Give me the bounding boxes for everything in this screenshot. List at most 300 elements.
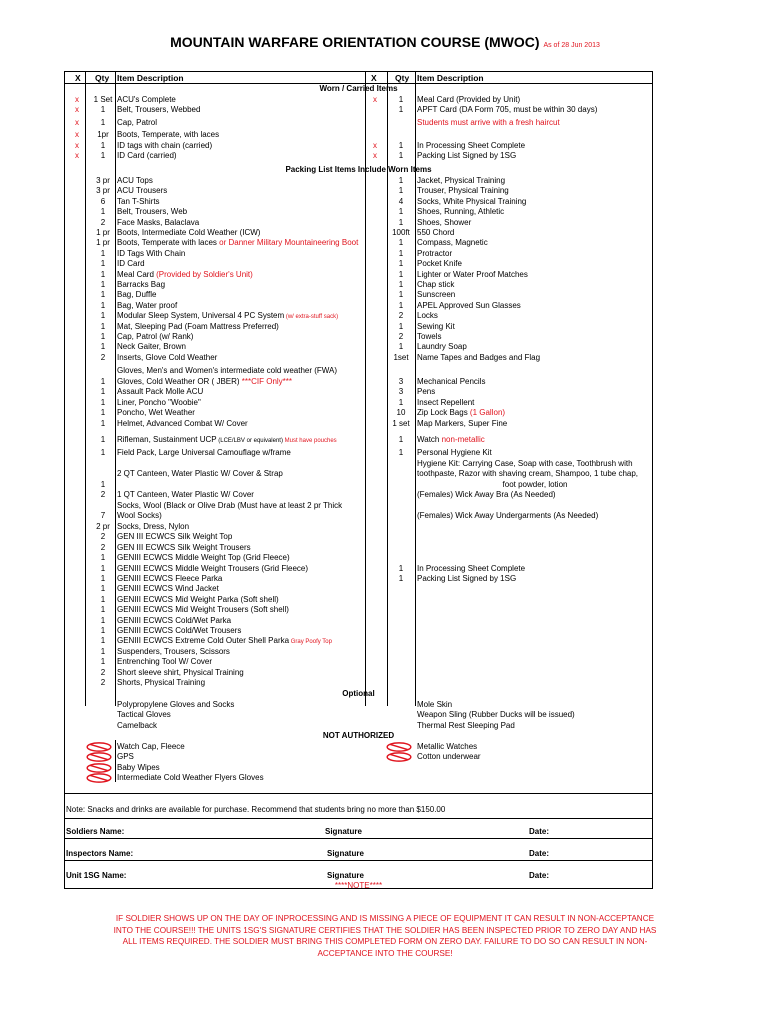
item-desc: GENIII ECWCS Wind Jacket xyxy=(117,584,219,594)
list-item xyxy=(65,130,652,140)
item-desc: ACU Tops xyxy=(117,176,153,185)
item-desc: 550 Chord xyxy=(417,228,455,237)
item-qty: 1 xyxy=(398,186,404,196)
x-mark: x xyxy=(75,140,79,150)
item-desc: Socks, Wool (Black or Olive Drab (Must have at least 2 pr Thick xyxy=(117,501,343,510)
hygiene-detail-text: foot powder, lotion xyxy=(502,479,568,489)
date-field: Date: xyxy=(529,849,550,858)
footer-line: ALL ITEMS REQUIRED. THE SOLDIER MUST BRING THIS COMPLETED FORM ON ZERO DAY. FAILURE TO DO SO CAN RESULT IN NON- xyxy=(122,937,648,946)
no-symbol-icon xyxy=(85,752,113,762)
list-item xyxy=(65,710,652,720)
item-qty: 1 xyxy=(398,290,404,300)
item-desc: Lighter or Water Proof Matches xyxy=(417,269,528,279)
list-item xyxy=(65,636,652,646)
item-qty: 6 xyxy=(100,196,106,206)
signature-field: Signature xyxy=(325,827,362,836)
item-desc: Packing List Signed by 1SG xyxy=(417,574,517,583)
item-qty: 1 xyxy=(100,397,106,407)
table-header xyxy=(65,72,652,84)
divider xyxy=(65,860,652,861)
list-item xyxy=(65,564,652,574)
no-symbol-icon xyxy=(385,742,413,752)
item-desc: APFT Card (DA Form 705, must be within 30 days) xyxy=(417,105,598,115)
item-qty: 1 xyxy=(398,342,404,352)
item-desc: Cap, Patrol xyxy=(117,117,158,127)
list-item xyxy=(65,448,652,458)
list-item xyxy=(65,408,652,418)
item-qty: 1 xyxy=(398,321,404,331)
item-desc-note: (Provided by Soldier's Unit) xyxy=(153,269,253,279)
list-item xyxy=(65,332,652,342)
header-qty-left: Qty xyxy=(95,73,110,83)
item-desc: GENIII ECWCS Mid Weight Parka (Soft shell) xyxy=(117,594,279,604)
item-qty: 1 pr xyxy=(96,228,110,237)
item-qty: 1 xyxy=(100,626,106,635)
item-desc-note: non-metallic xyxy=(439,435,485,444)
section-worn: Worn / Carried Items xyxy=(319,84,398,93)
item-desc: Inserts, Glove Cold Weather xyxy=(117,352,218,362)
item-qty: 1 xyxy=(100,594,106,604)
hygiene-detail-text: Hygiene Kit: Carrying Case, Soap with case, Toothbrush with xyxy=(417,459,633,468)
item-desc: Trouser, Physical Training xyxy=(417,186,509,196)
item-desc: ID Tags With Chain xyxy=(117,248,186,258)
list-item xyxy=(65,532,652,542)
list-item xyxy=(65,342,652,352)
item-desc: Field Pack, Large Universal Camouflage w/frame xyxy=(117,448,291,457)
item-qty: 1 xyxy=(100,259,106,269)
title-text: MOUNTAIN WARFARE ORIENTATION COURSE (MWOC) xyxy=(170,34,540,50)
item-desc: Protractor xyxy=(417,248,453,258)
list-item xyxy=(65,626,652,636)
item-qty: 4 xyxy=(398,196,404,206)
item-qty: 1 xyxy=(398,269,404,279)
item-desc: GENIII ECWCS Cold/Wet Parka xyxy=(117,615,232,625)
hygiene-detail-text: toothpaste, Razor with shaving cream, Shampoo, 1 tube chap, xyxy=(417,469,639,479)
item-qty: 1 xyxy=(100,615,106,625)
item-qty: 1 xyxy=(100,480,106,489)
item-qty: 1 xyxy=(100,387,106,397)
item-desc: Belt, Trousers, Webbed xyxy=(117,105,201,115)
item-desc: Suspenders, Trousers, Scissors xyxy=(117,646,230,656)
divider xyxy=(65,838,652,839)
item-desc: Pens xyxy=(417,387,436,397)
item-desc: Baby Wipes xyxy=(117,762,160,772)
item-desc-note: ***CIF Only*** xyxy=(239,377,293,386)
header-x-right: X xyxy=(371,73,377,83)
x-mark: x xyxy=(373,151,377,160)
hygiene-detail xyxy=(65,459,652,469)
x-mark: x xyxy=(75,95,79,104)
item-desc: Liner, Poncho "Woobie" xyxy=(117,397,201,407)
item-desc: In Processing Sheet Complete xyxy=(417,140,526,150)
item-desc: Meal Card (Provided by Soldier's Unit) xyxy=(117,269,253,279)
item-qty: 1 xyxy=(398,397,404,407)
item-qty: 1 xyxy=(100,290,106,300)
item-desc: Bag, Duffle xyxy=(117,290,157,300)
item-qty: 2 xyxy=(398,311,404,321)
item-qty: 100ft xyxy=(392,228,410,237)
item-qty: 1 xyxy=(398,105,404,115)
item-desc: Cotton underwear xyxy=(417,752,481,762)
item-qty: 1 xyxy=(100,248,106,258)
item-qty: 1 xyxy=(100,408,106,418)
item-desc: Wool Socks) xyxy=(117,511,162,520)
fwa-heading-text: Gloves, Men's and Women's intermediate cold weather (FWA) xyxy=(117,366,338,375)
item-desc: Poncho, Wet Weather xyxy=(117,408,195,418)
list-item xyxy=(65,480,652,490)
item-desc: Tactical Gloves xyxy=(117,710,171,720)
item-qty: 1 xyxy=(100,584,106,594)
item-desc: Mechanical Pencils xyxy=(417,377,486,386)
item-qty: 2 xyxy=(100,532,106,542)
item-desc: GENIII ECWCS Mid Weight Trousers (Soft shell) xyxy=(117,605,289,615)
x-mark: x xyxy=(373,140,377,150)
header-qty-right: Qty xyxy=(395,73,410,83)
list-item xyxy=(65,238,652,248)
signature-field: Signature xyxy=(327,849,364,858)
list-item xyxy=(65,605,652,615)
item-desc: Boots, Temperate with laces or Danner Military Mountaineering Boot xyxy=(117,238,359,248)
date-field: Date: xyxy=(529,871,550,880)
item-desc: GENIII ECWCS Middle Weight Top (Grid Fleece) xyxy=(117,553,290,563)
item-desc: ID Card (carried) xyxy=(117,151,177,160)
item-desc: Towels xyxy=(417,332,442,341)
item-qty: 1 xyxy=(398,151,404,160)
item-desc: Laundry Soap xyxy=(417,342,467,352)
item-desc: Entrenching Tool W/ Cover xyxy=(117,657,213,667)
item-qty: 1 xyxy=(100,418,106,428)
list-item xyxy=(65,490,652,500)
list-item xyxy=(65,280,652,290)
item-desc: GPS xyxy=(117,752,134,762)
item-qty: 1 xyxy=(398,435,404,444)
item-desc: Camelback xyxy=(117,720,158,730)
item-qty: 1 xyxy=(398,563,404,573)
item-desc: Mat, Sleeping Pad (Foam Mattress Preferred) xyxy=(117,321,279,331)
item-qty: 1 xyxy=(398,448,404,457)
item-desc-note: or Danner Military Mountaineering Boot xyxy=(216,238,359,248)
divider xyxy=(65,793,652,794)
item-qty: 1 xyxy=(100,574,106,583)
item-desc: Intermediate Cold Weather Flyers Gloves xyxy=(117,773,264,783)
item-qty: 1 xyxy=(100,636,106,646)
item-desc: Barracks Bag xyxy=(117,280,166,289)
list-item xyxy=(65,616,652,626)
list-item xyxy=(65,773,652,783)
item-desc: GENIII ECWCS Extreme Cold Outer Shell Parka Gray Poofy Top xyxy=(117,636,332,646)
item-desc: Personal Hygiene Kit xyxy=(417,448,492,457)
item-desc: Watch Cap, Fleece xyxy=(117,742,185,751)
list-item xyxy=(65,543,652,553)
item-desc: Shorts, Physical Training xyxy=(117,678,206,687)
section-not-authorized: NOT AUTHORIZED xyxy=(322,731,395,740)
item-qty: 1 xyxy=(100,140,106,150)
item-desc: Assault Pack Molle ACU xyxy=(117,387,204,397)
item-desc: Short sleeve shirt, Physical Training xyxy=(117,667,244,677)
list-item xyxy=(65,700,652,710)
no-symbol-icon xyxy=(85,763,113,773)
list-item xyxy=(65,322,652,332)
list-item xyxy=(65,118,652,128)
item-desc: GENIII ECWCS Cold/Wet Trousers xyxy=(117,626,242,635)
list-item xyxy=(65,228,652,238)
footer-line: INTO THE COURSE!!! THE UNITS 1SG'S SIGNATURE CERTIFIES THAT THE SOLDIER HAS BEEN INSPECTED PRIOR TO ZERO DAY AND HAS xyxy=(113,925,657,935)
item-desc: GENIII ECWCS Fleece Parka xyxy=(117,574,223,583)
item-desc-note: Gray Poofy Top xyxy=(289,639,332,646)
section-optional: Optional xyxy=(342,689,375,698)
item-qty: 2 xyxy=(100,352,106,362)
item-desc: Gloves, Cold Weather OR ( JBER) ***CIF Only*** xyxy=(117,377,293,386)
list-item xyxy=(65,419,652,429)
item-desc: Watch non-metallic xyxy=(417,435,485,444)
item-desc: Thermal Rest Sleeping Pad xyxy=(417,720,515,730)
item-desc: Locks xyxy=(417,311,438,321)
item-qty: 1 xyxy=(100,280,106,289)
signature-field: Signature xyxy=(327,871,364,880)
list-item xyxy=(65,522,652,532)
list-item xyxy=(65,574,652,584)
item-desc: ACU Trousers xyxy=(117,186,168,196)
item-desc: Modular Sleep System, Universal 4 PC System (w/ extra-stuff sack) xyxy=(117,311,339,321)
list-item xyxy=(65,501,652,511)
x-mark: x xyxy=(75,130,79,140)
item-desc: GEN III ECWCS Silk Weight Trousers xyxy=(117,542,251,552)
item-desc: Polypropylene Gloves and Socks xyxy=(117,700,235,709)
item-qty: 3 pr xyxy=(96,186,110,196)
item-qty: 3 xyxy=(398,387,404,397)
item-desc: GENIII ECWCS Middle Weight Trousers (Grid Fleece) xyxy=(117,563,309,573)
list-item xyxy=(65,657,652,667)
item-qty: 2 xyxy=(398,332,404,341)
list-item xyxy=(65,301,652,311)
list-item xyxy=(65,197,652,207)
item-qty: 1 xyxy=(100,563,106,573)
item-qty: 1 xyxy=(100,105,106,115)
header-item-left: Item Description xyxy=(117,73,184,83)
item-qty: 1 xyxy=(100,448,106,457)
item-qty: 1 xyxy=(398,259,404,269)
item-qty: 1 xyxy=(100,605,106,615)
item-desc: ACU's Complete xyxy=(117,95,176,104)
item-qty: 10 xyxy=(396,408,406,418)
item-qty: 1pr xyxy=(97,130,109,140)
list-item xyxy=(65,752,652,762)
item-qty: 1 xyxy=(100,321,106,331)
item-desc: Map Markers, Super Fine xyxy=(417,418,508,428)
item-desc: Rifleman, Sustainment UCP (LCE/LBV or equivalent) Must have pouches xyxy=(117,435,337,444)
item-qty: 3 xyxy=(398,377,404,386)
item-desc: Zip Lock Bags (1 Gallon) xyxy=(417,408,506,418)
item-qty: 1 xyxy=(398,574,404,583)
item-qty: 1 pr xyxy=(96,238,110,248)
item-desc: Students must arrive with a fresh haircut xyxy=(417,117,560,127)
item-qty: 1 xyxy=(398,300,404,310)
item-qty: 1 set xyxy=(392,418,410,428)
item-desc: Insect Repellent xyxy=(417,397,475,407)
list-item xyxy=(65,398,652,408)
item-qty: 1 xyxy=(100,377,106,386)
item-qty: 2 xyxy=(100,542,106,552)
footer-line: ACCEPTANCE INTO THE COURSE! xyxy=(317,948,453,958)
item-qty: 1 xyxy=(398,217,404,227)
item-qty: 2 xyxy=(100,490,106,499)
item-qty: 1set xyxy=(393,352,409,362)
list-item xyxy=(65,647,652,657)
item-qty: 1 xyxy=(398,248,404,258)
list-item xyxy=(65,270,652,280)
list-item xyxy=(65,387,652,397)
item-desc-note: (w/ extra-stuff sack) xyxy=(284,314,339,321)
packing-list-form xyxy=(64,71,653,889)
item-desc: Neck Gaiter, Brown xyxy=(117,342,186,352)
item-qty: 2 xyxy=(100,217,106,227)
as-of-date: As of 28 Jun 2013 xyxy=(543,42,600,49)
item-desc: 2 QT Canteen, Water Plastic W/ Cover & Strap xyxy=(117,469,283,478)
item-desc: Socks, Dress, Nylon xyxy=(117,522,190,531)
item-qty: 2 xyxy=(100,667,106,677)
no-symbol-icon xyxy=(85,773,113,783)
no-symbol-icon xyxy=(385,752,413,762)
item-desc: 1 QT Canteen, Water Plastic W/ Cover xyxy=(117,490,254,499)
footer-line: IF SOLDIER SHOWS UP ON THE DAY OF INPROCESSING AND IS MISSING A PIECE OF EQUIPMENT IT CAN RESULT IN NON-ACCEPTANCE xyxy=(115,914,655,923)
item-qty: 1 xyxy=(398,207,404,217)
item-desc: Mole Skin xyxy=(417,700,453,709)
list-item xyxy=(65,678,652,688)
item-qty: 1 xyxy=(100,332,106,341)
list-item xyxy=(65,151,652,161)
header-x-left: X xyxy=(75,73,81,83)
item-qty: 2 xyxy=(100,678,106,687)
item-qty: 1 xyxy=(100,300,106,310)
item-qty: 1 xyxy=(100,117,106,127)
item-qty: 3 pr xyxy=(96,176,110,185)
x-mark: x xyxy=(75,105,79,115)
item-qty: 1 xyxy=(398,140,404,150)
item-qty: 1 xyxy=(398,95,404,104)
item-desc: Face Masks, Balaclava xyxy=(117,217,200,227)
signature-label: Unit 1SG Name: xyxy=(66,871,127,880)
list-item xyxy=(65,595,652,605)
item-desc: Name Tapes and Badges and Flag xyxy=(417,352,541,362)
item-qty: 1 xyxy=(100,657,106,667)
item-qty: 1 xyxy=(398,280,404,289)
item-desc: Boots, Intermediate Cold Weather (ICW) xyxy=(117,228,261,237)
item-desc: Jacket, Physical Training xyxy=(417,176,506,185)
note-text: Note: Snacks and drinks are available for purchase. Recommend that students bring no more than $150.00 xyxy=(66,805,446,814)
item-qty: 1 xyxy=(100,269,106,279)
list-item xyxy=(65,435,652,445)
item-desc: Shoes, Shower xyxy=(417,217,472,227)
list-item xyxy=(65,511,652,521)
list-item xyxy=(65,207,652,217)
item-qty: 1 xyxy=(100,207,106,217)
list-item xyxy=(65,377,652,387)
fwa-heading xyxy=(65,366,652,376)
item-desc: ID tags with chain (carried) xyxy=(117,140,213,150)
list-item xyxy=(65,721,652,731)
x-mark: x xyxy=(75,151,79,160)
item-qty: 1 xyxy=(398,238,404,248)
page-title xyxy=(0,34,770,50)
list-item xyxy=(65,311,652,321)
item-desc: GEN III ECWCS Silk Weight Top xyxy=(117,532,233,542)
item-desc-note: (1 Gallon) xyxy=(467,408,506,418)
item-qty: 1 xyxy=(100,342,106,352)
item-desc: Compass, Magnetic xyxy=(417,238,488,248)
signature-label: Soldiers Name: xyxy=(66,827,125,836)
item-desc: Tan T-Shirts xyxy=(117,196,160,206)
item-desc: Meal Card (Provided by Unit) xyxy=(417,95,521,104)
header-item-right: Item Description xyxy=(417,73,484,83)
item-qty: 7 xyxy=(100,511,106,520)
list-item xyxy=(65,584,652,594)
section-packing: Packing List Items Include Worn Items xyxy=(285,165,432,174)
item-desc: Sunscreen xyxy=(417,290,456,300)
item-desc: Sewing Kit xyxy=(417,321,455,331)
note-marker: ****NOTE**** xyxy=(334,881,383,890)
item-desc: Helmet, Advanced Combat W/ Cover xyxy=(117,418,248,428)
item-desc: Cap, Patrol (w/ Rank) xyxy=(117,332,194,341)
item-desc: Shoes, Running, Athletic xyxy=(417,207,505,217)
item-desc-note: (LCE/LBV or equivalent) xyxy=(216,438,283,444)
item-desc: Weapon Sling (Rubber Ducks will be issued) xyxy=(417,710,575,720)
list-item xyxy=(65,105,652,115)
list-item xyxy=(65,176,652,186)
item-desc: Socks, White Physical Training xyxy=(417,196,527,206)
list-item xyxy=(65,353,652,363)
list-item xyxy=(65,469,652,479)
item-desc: Belt, Trousers, Web xyxy=(117,207,188,217)
item-desc: Metallic Watches xyxy=(417,742,478,751)
divider xyxy=(65,818,652,819)
item-desc-extra: Must have pouches xyxy=(282,438,337,444)
item-desc: (Females) Wick Away Undergarments (As Needed) xyxy=(417,511,599,520)
list-item xyxy=(65,218,652,228)
item-qty: 1 xyxy=(100,646,106,656)
item-qty: 1 xyxy=(398,176,404,185)
warning-footer xyxy=(80,913,690,959)
item-desc: In Processing Sheet Complete xyxy=(417,563,526,573)
list-item xyxy=(65,95,652,105)
date-field: Date: xyxy=(529,827,550,836)
item-desc: APEL Approved Sun Glasses xyxy=(417,300,521,310)
item-desc: (Females) Wick Away Bra (As Needed) xyxy=(417,490,556,499)
no-symbol-icon xyxy=(85,742,113,752)
item-desc: Packing List Signed by 1SG xyxy=(417,151,517,160)
list-item xyxy=(65,763,652,773)
item-qty: 1 xyxy=(100,151,106,160)
list-item xyxy=(65,259,652,269)
item-desc: Pocket Knife xyxy=(417,259,462,269)
item-qty: 2 pr xyxy=(96,522,110,531)
list-item xyxy=(65,668,652,678)
list-item xyxy=(65,742,652,752)
item-desc: Chap stick xyxy=(417,280,455,289)
list-item xyxy=(65,553,652,563)
x-mark: x xyxy=(75,117,79,127)
list-item xyxy=(65,141,652,151)
item-desc: Bag, Water proof xyxy=(117,300,178,310)
item-qty: 1 xyxy=(100,553,106,563)
list-item xyxy=(65,249,652,259)
item-desc: ID Card xyxy=(117,259,145,269)
x-mark: x xyxy=(373,95,377,104)
item-qty: 1 Set xyxy=(93,95,113,104)
signature-label: Inspectors Name: xyxy=(66,849,134,858)
item-desc: Boots, Temperate, with laces xyxy=(117,130,220,140)
item-qty: 1 xyxy=(100,311,106,321)
list-item xyxy=(65,186,652,196)
